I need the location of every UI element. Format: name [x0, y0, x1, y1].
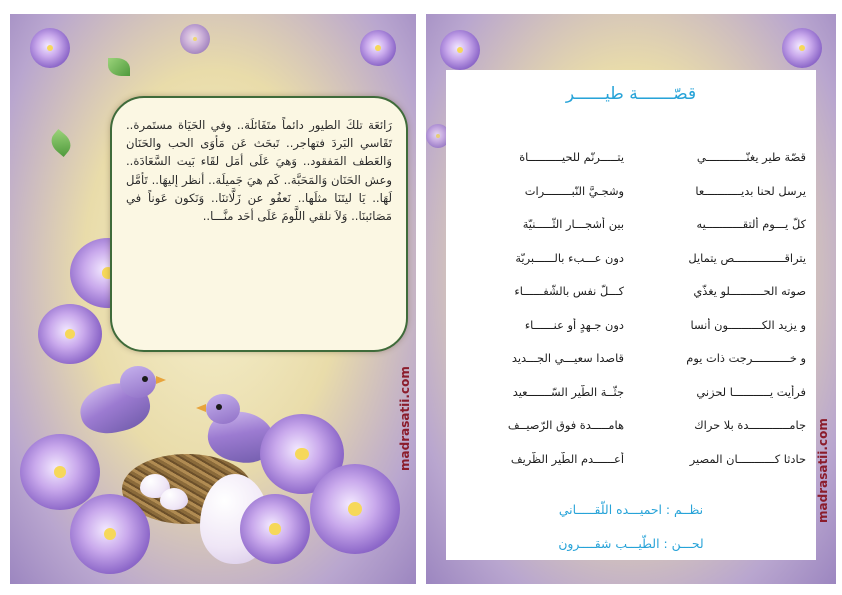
verses — [456, 150, 806, 485]
composer-credit: لحـــن : الطّيـــب شقــــرون — [558, 536, 704, 551]
verse-first-hemistich: كلّ يـــوم ألتقـــــــــــيه — [696, 217, 806, 231]
verse-row — [456, 318, 806, 352]
verse-second-hemistich: قاصدا سعيـــي الجـــديد — [511, 351, 624, 365]
violet-flower — [360, 30, 396, 66]
verse-first-hemistich: قصّة طير يغنّــــــــــــي — [696, 150, 806, 164]
verse-row — [456, 284, 806, 318]
leaf-decoration — [47, 129, 75, 157]
verse-row — [456, 150, 806, 184]
violet-flower — [38, 304, 102, 364]
bird-left-beak — [156, 376, 166, 384]
verse-second-hemistich: كـــلّ نفس بالشّفــــــاء — [514, 284, 624, 298]
violet-flower — [70, 494, 150, 574]
verse-first-hemistich: يتراقـــــــــــــــص يتمايل — [688, 250, 806, 265]
violet-flower — [782, 28, 822, 68]
poem-title: قصّـــــــة طيــــــر — [565, 84, 697, 104]
bird-left-head — [120, 366, 156, 398]
violet-flower — [440, 30, 480, 70]
verse-second-hemistich: أعــــــدم الطّير الظّريف — [510, 451, 624, 466]
verse-row — [456, 418, 806, 452]
right-page — [426, 14, 836, 584]
watermark-right: madrasatii.com — [816, 418, 830, 524]
poem-sheet — [446, 70, 816, 560]
violet-flower — [30, 28, 70, 68]
watermark-left: madrasatii.com — [398, 366, 412, 472]
verse-second-hemistich: دون عـــبء بالــــــبريّة — [515, 250, 624, 265]
verse-row — [456, 217, 806, 251]
verse-second-hemistich: دون جـهدٍ أو عنــــــاء — [524, 317, 624, 332]
bird-right-eye — [216, 404, 222, 410]
verse-first-hemistich: يرسل لحنا بديـــــــــــعا — [695, 183, 806, 198]
violet-flower — [240, 494, 310, 564]
verse-row — [456, 351, 806, 385]
verse-first-hemistich: جامــــــــــــدة بلا حراك — [694, 418, 806, 432]
violet-flower — [310, 464, 400, 554]
verse-row — [456, 385, 806, 419]
bird-right-beak — [196, 404, 206, 412]
verse-second-hemistich: هامـــــدة فوق الرّصيــف — [507, 418, 624, 432]
left-page — [10, 14, 416, 584]
verse-first-hemistich: حادثا كـــــــــــان المصير — [689, 451, 806, 466]
verse-row — [456, 184, 806, 218]
verse-second-hemistich: يتـــــرنّم للحيــــــــــاة — [519, 150, 624, 164]
verse-first-hemistich: و يزيد الكــــــــــون أنسا — [690, 317, 806, 332]
verse-second-hemistich: بين أشجـــار الثّـــــنيّة — [522, 217, 624, 231]
verse-row — [456, 251, 806, 285]
prose-text: رَائعَة تلكَ الطيور دائماً متَفَائلَة.. وفي الحَيَاة مستَمرة.. تَقَاسي البَردَ فتهاجر.. تَبحَث عَن مَأوَى الحب والحَنَان وَالعَطف المَفقود.. وَهيَ عَلَى أمَل لقَاء بَيت السَّعَادَة.. وعش الحَنَان وَالمَحَبَّة.. كَم هيَ جَميلَة.. أنظر إليهَا.. تَأمَّل لَهَا.. يَا ليتَنَا مثلَها.. نَعفُو عن زَلَّاتنَا.. وَنَكون عَوناً في مَصَائبنَا.. وَلاَ نلقي اللَّومَ عَلَى أحَد منَّـــا.. — [126, 118, 392, 224]
violet-flower — [180, 24, 210, 54]
verse-first-hemistich: و خـــــــــــرجت ذات يوم — [686, 351, 806, 365]
verse-second-hemistich: وشجـيَّ النّبــــــــرات — [524, 183, 624, 198]
leaf-decoration — [108, 58, 130, 76]
prose-bubble — [110, 96, 408, 352]
violet-flower — [20, 434, 100, 510]
poet-credit: نظــم : احميـــده اللّقـــــاني — [558, 502, 704, 517]
verse-first-hemistich: فرأيت يـــــــــــا لحزني — [696, 384, 806, 399]
egg — [160, 488, 188, 510]
bird-right-head — [206, 394, 240, 424]
verse-first-hemistich: صوته الحــــــــــلو يغذّي — [693, 284, 806, 298]
verse-row — [456, 452, 806, 486]
verse-second-hemistich: جثّــة الطّير السّـــــــعيد — [512, 384, 624, 399]
bird-left-eye — [142, 376, 148, 382]
